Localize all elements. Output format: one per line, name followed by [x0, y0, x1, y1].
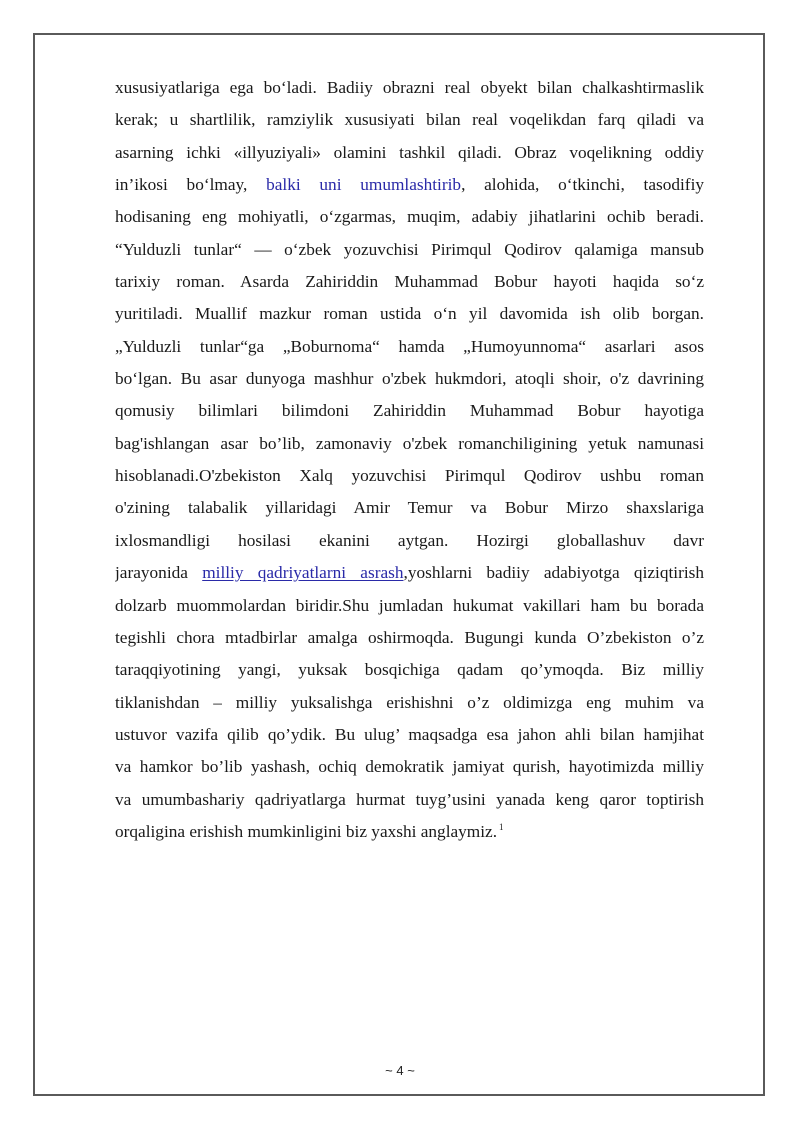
line-text: qomusiy bilimlari bilimdoni Zahiriddin Muhammad Bobur hayotiga — [115, 401, 704, 421]
text-line — [115, 719, 704, 751]
text-line — [115, 590, 704, 622]
line-text: o'zining talabalik yillaridagi Amir Temur va Bobur Mirzo shaxslariga — [115, 498, 704, 518]
text-line — [115, 687, 704, 719]
text-line — [115, 654, 704, 686]
line-text: „Yulduzli tunlar“ga „Boburnoma“ hamda „Humoyunnoma“ asarlari asos — [115, 336, 704, 356]
text-line — [115, 784, 704, 816]
page-number: ~ 4 ~ — [385, 1063, 415, 1078]
line-text: bo‘lgan. Bu asar dunyoga mashhur o'zbek hukmdori, atoqli shoir, o'z davrining — [115, 369, 704, 389]
line-text: jarayonida — [115, 563, 203, 583]
line-text: hisoblanadi.O'zbekiston Xalq yozuvchisi Pirimqul Qodirov ushbu roman — [115, 466, 704, 486]
hyperlink[interactable]: milliy qadriyatlarni asrash — [202, 563, 404, 583]
text-line — [115, 104, 704, 136]
text-line — [115, 460, 704, 492]
text-line — [115, 816, 704, 848]
text-line — [115, 137, 704, 169]
text-line — [115, 72, 704, 104]
line-text: ixlosmandligi hosilasi ekanini aytgan. Hozirgi globallashuv davr — [115, 530, 704, 550]
text-line — [115, 331, 704, 363]
text-line — [115, 169, 704, 201]
line-text: tiklanishdan – milliy yuksalishga erishishni o’z oldimizga eng muhim va — [115, 692, 704, 712]
line-text: kerak; u shartlilik, ramziylik xususiyati bilan real voqelikdan farq qiladi va — [115, 110, 704, 130]
line-text: ,yoshlarni badiiy adabiyotga qiziqtirish — [403, 563, 704, 583]
line-text: dolzarb muommolardan biridir.Shu jumladan hukumat vakillari ham bu borada — [115, 595, 704, 615]
text-line — [115, 622, 704, 654]
line-text: taraqqiyotining yangi, yuksak bosqichiga qadam qo’ymoqda. Biz milliy — [115, 660, 704, 680]
text-line — [115, 751, 704, 783]
text-line — [115, 234, 704, 266]
line-text: va umumbashariy qadriyatlarga hurmat tuyg’usini yanada keng qaror toptirish — [115, 789, 704, 809]
line-text: hodisaning eng mohiyatli, o‘zgarmas, muqim, adabiy jihatlarini ochib beradi. — [115, 207, 704, 227]
line-text: , alohida, o‘tkinchi, tasodifiy — [461, 175, 704, 195]
text-line — [115, 363, 704, 395]
text-line — [115, 395, 704, 427]
line-text: “Yulduzli tunlar“ — o‘zbek yozuvchisi Pirimqul Qodirov qalamiga mansub — [115, 239, 704, 259]
text-line — [115, 492, 704, 524]
text-line — [115, 525, 704, 557]
line-text: tegishli chora mtadbirlar amalga oshirmoqda. Bugungi kunda O’zbekiston o’z — [115, 627, 704, 647]
text-line — [115, 298, 704, 330]
line-text: bag'ishlangan asar bo’lib, zamonaviy o'zbek romanchiligining yetuk namunasi — [115, 433, 704, 453]
text-line — [115, 266, 704, 298]
line-text: xususiyatlariga ega bo‘ladi. Badiiy obrazni real obyekt bilan chalkashtirmaslik — [115, 78, 704, 97]
line-text: ustuvor vazifa qilib qo’ydik. Bu ulug’ maqsadga esa jahon ahli bilan hamjihat — [115, 724, 704, 744]
highlighted-phrase: balki uni umumlashtirib — [266, 175, 462, 195]
body-paragraph — [115, 72, 704, 848]
text-line — [115, 201, 704, 233]
text-line — [115, 428, 704, 460]
line-text: tarixiy roman. Asarda Zahiriddin Muhammad Bobur hayoti haqida so‘z — [115, 272, 704, 292]
line-text: va hamkor bo’lib yashash, ochiq demokratik jamiyat qurish, hayotimizda milliy — [115, 757, 704, 777]
line-text: asarning ichki «illyuziyali» olamini tashkil qiladi. Obraz voqelikning oddiy — [115, 142, 704, 162]
footnote-marker[interactable]: 1 — [499, 822, 504, 833]
line-text: orqaligina erishish mumkinligini biz yaxshi anglaymiz. — [115, 821, 498, 841]
text-line — [115, 557, 704, 589]
line-text: yuritiladi. Muallif mazkur roman ustida o‘n yil davomida ish olib borgan. — [115, 304, 704, 324]
line-text: in’ikosi bo‘lmay, — [115, 175, 267, 195]
